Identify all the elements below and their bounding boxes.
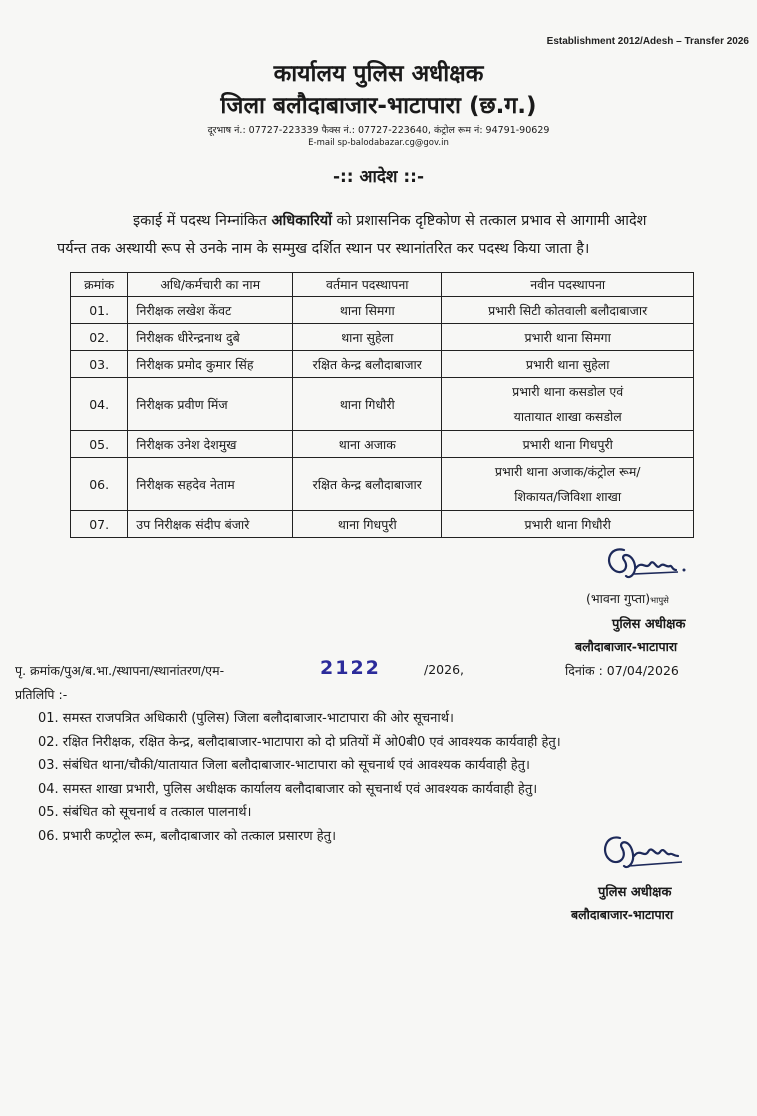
table-row — [71, 324, 694, 351]
signer-name-text: (भावना गुप्ता) — [586, 591, 651, 606]
intro-line-2: पर्यन्त तक अस्थायी रूप से उनके नाम के सम्मुख दर्शित स्थान पर स्थानांतरित कर पदस्थ किया जाता है। — [57, 241, 590, 257]
list-item: 05. संबंधित को सूचनार्थ व तत्काल पालनार्थ। — [38, 805, 252, 820]
endorsement-reference-prefix: पृ. क्रमांक/पुअ/ब.भा./स्थापना/स्थानांतरण/एम- — [15, 663, 225, 678]
serial-cell: 06. — [71, 458, 128, 511]
table-row — [71, 378, 694, 431]
serial-cell: 04. — [71, 378, 128, 431]
name-cell: निरीक्षक उनेश देशमुख — [128, 431, 293, 458]
list-item: 01. समस्त राजपत्रित अधिकारी (पुलिस) जिला बलौदाबाजार-भाटापारा की ओर सूचनार्थ। — [38, 711, 454, 726]
copy-heading: प्रतिलिपि :- — [15, 687, 68, 702]
copy-list — [38, 708, 561, 849]
order-heading: -:: आदेश ::- — [332, 167, 425, 187]
new-posting-cell: प्रभारी सिटी कोतवाली बलौदाबाजार — [442, 297, 694, 324]
establishment-reference: Establishment 2012/Adesh – Transfer 2026 — [546, 36, 749, 47]
new-posting-cell: प्रभारी थाना सिमगा — [442, 324, 694, 351]
signer-designation: पुलिस अधीक्षक — [612, 617, 686, 632]
endorsement-reference-year: /2026, — [424, 662, 464, 677]
header-serial: क्रमांक — [71, 273, 128, 297]
table-row — [71, 431, 694, 458]
signer-2-designation: पुलिस अधीक्षक — [598, 885, 672, 900]
list-item: 06. प्रभारी कण्ट्रोल रूम, बलौदाबाजार को तत्काल प्रसारण हेतु। — [38, 828, 337, 844]
header-new-posting: नवीन पदस्थापना — [442, 273, 694, 297]
current-posting-cell: थाना सुहेला — [293, 324, 442, 351]
new-posting-cell: प्रभारी थाना गिधपुरी — [442, 431, 694, 458]
signer-service-suffix: भापुसे — [650, 596, 669, 606]
intro-suffix: को प्रशासनिक दृष्टिकोण से तत्काल प्रभाव से आगामी आदेश — [331, 213, 647, 229]
name-cell: निरीक्षक प्रवीण मिंज — [128, 378, 293, 431]
signer-name — [586, 590, 669, 607]
intro-prefix: इकाई में पदस्थ निम्नांकित — [133, 213, 272, 229]
list-item: 02. रक्षित निरीक्षक, रक्षित केन्द्र, बलौदाबाजार-भाटापारा को दो प्रतियों में ओ0बी0 एवं आवश्यक कार्यवाही हेतु। — [38, 734, 561, 750]
email-line: E-mail sp-balodabazar.cg@gov.in — [308, 138, 449, 148]
serial-cell: 03. — [71, 351, 128, 378]
serial-cell: 05. — [71, 431, 128, 458]
district-title: जिला बलौदाबाजार-भाटापारा (छ.ग.) — [220, 93, 537, 119]
name-cell: निरीक्षक लखेश केंवट — [128, 297, 293, 324]
table-header-row — [71, 273, 694, 297]
signature-2-image — [598, 826, 690, 878]
new-posting-cell — [442, 458, 694, 511]
table-row — [71, 458, 694, 511]
name-cell: निरीक्षक धीरेन्द्रनाथ दुबे — [128, 324, 293, 351]
new-posting-cell — [442, 378, 694, 431]
name-cell: निरीक्षक सहदेव नेताम — [128, 458, 293, 511]
header-current-posting: वर्तमान पदस्थापना — [293, 273, 442, 297]
table-row — [71, 297, 694, 324]
new-posting-cell: प्रभारी थाना गिधौरी — [442, 511, 694, 538]
intro-bold-word: अधिकारियों — [271, 213, 332, 229]
current-posting-cell: थाना सिमगा — [293, 297, 442, 324]
endorsement-date: दिनांक : 07/04/2026 — [565, 663, 679, 678]
new-posting-line-2: शिकायत/जिविशा शाखा — [514, 489, 622, 504]
current-posting-cell: थाना गिधौरी — [293, 378, 442, 431]
endorsement-reference-number: 2122 — [320, 657, 381, 679]
name-cell: उप निरीक्षक संदीप बंजारे — [128, 511, 293, 538]
header-name: अधि/कर्मचारी का नाम — [128, 273, 293, 297]
signature-1-image — [600, 540, 690, 588]
contact-line: दूरभाष नं.: 07727-223339 फैक्स नं.: 07727-223640, कंट्रोल रूम नं: 94791-90629 — [207, 125, 550, 136]
new-posting-line-2: यातायात शाखा कसडोल — [513, 409, 622, 424]
serial-cell: 07. — [71, 511, 128, 538]
current-posting-cell: थाना गिधपुरी — [293, 511, 442, 538]
signer-2-district: बलौदाबाजार-भाटापारा — [571, 907, 674, 922]
signer-district: बलौदाबाजार-भाटापारा — [575, 639, 678, 654]
name-cell: निरीक्षक प्रमोद कुमार सिंह — [128, 351, 293, 378]
office-title: कार्यालय पुलिस अधीक्षक — [273, 61, 484, 87]
new-posting-cell: प्रभारी थाना सुहेला — [442, 351, 694, 378]
new-posting-line-1: प्रभारी थाना कसडोल एवं — [512, 384, 624, 399]
table-row — [71, 511, 694, 538]
list-item: 03. संबंधित थाना/चौकी/यातायात जिला बलौदाबाजार-भाटापारा को सूचनार्थ एवं आवश्यक कार्यवाही हेतु। — [38, 758, 530, 773]
serial-cell: 01. — [71, 297, 128, 324]
current-posting-cell: रक्षित केन्द्र बलौदाबाजार — [293, 351, 442, 378]
current-posting-cell: थाना अजाक — [293, 431, 442, 458]
new-posting-line-1: प्रभारी थाना अजाक/कंट्रोल रूम/ — [494, 464, 641, 479]
order-paragraph — [57, 207, 747, 263]
list-item: 04. समस्त शाखा प्रभारी, पुलिस अधीक्षक कार्यालय बलौदाबाजार को सूचनार्थ एवं आवश्यक कार्यवाही हेतु। — [38, 781, 538, 797]
serial-cell: 02. — [71, 324, 128, 351]
transfer-table — [70, 272, 694, 538]
current-posting-cell: रक्षित केन्द्र बलौदाबाजार — [293, 458, 442, 511]
table-row — [71, 351, 694, 378]
